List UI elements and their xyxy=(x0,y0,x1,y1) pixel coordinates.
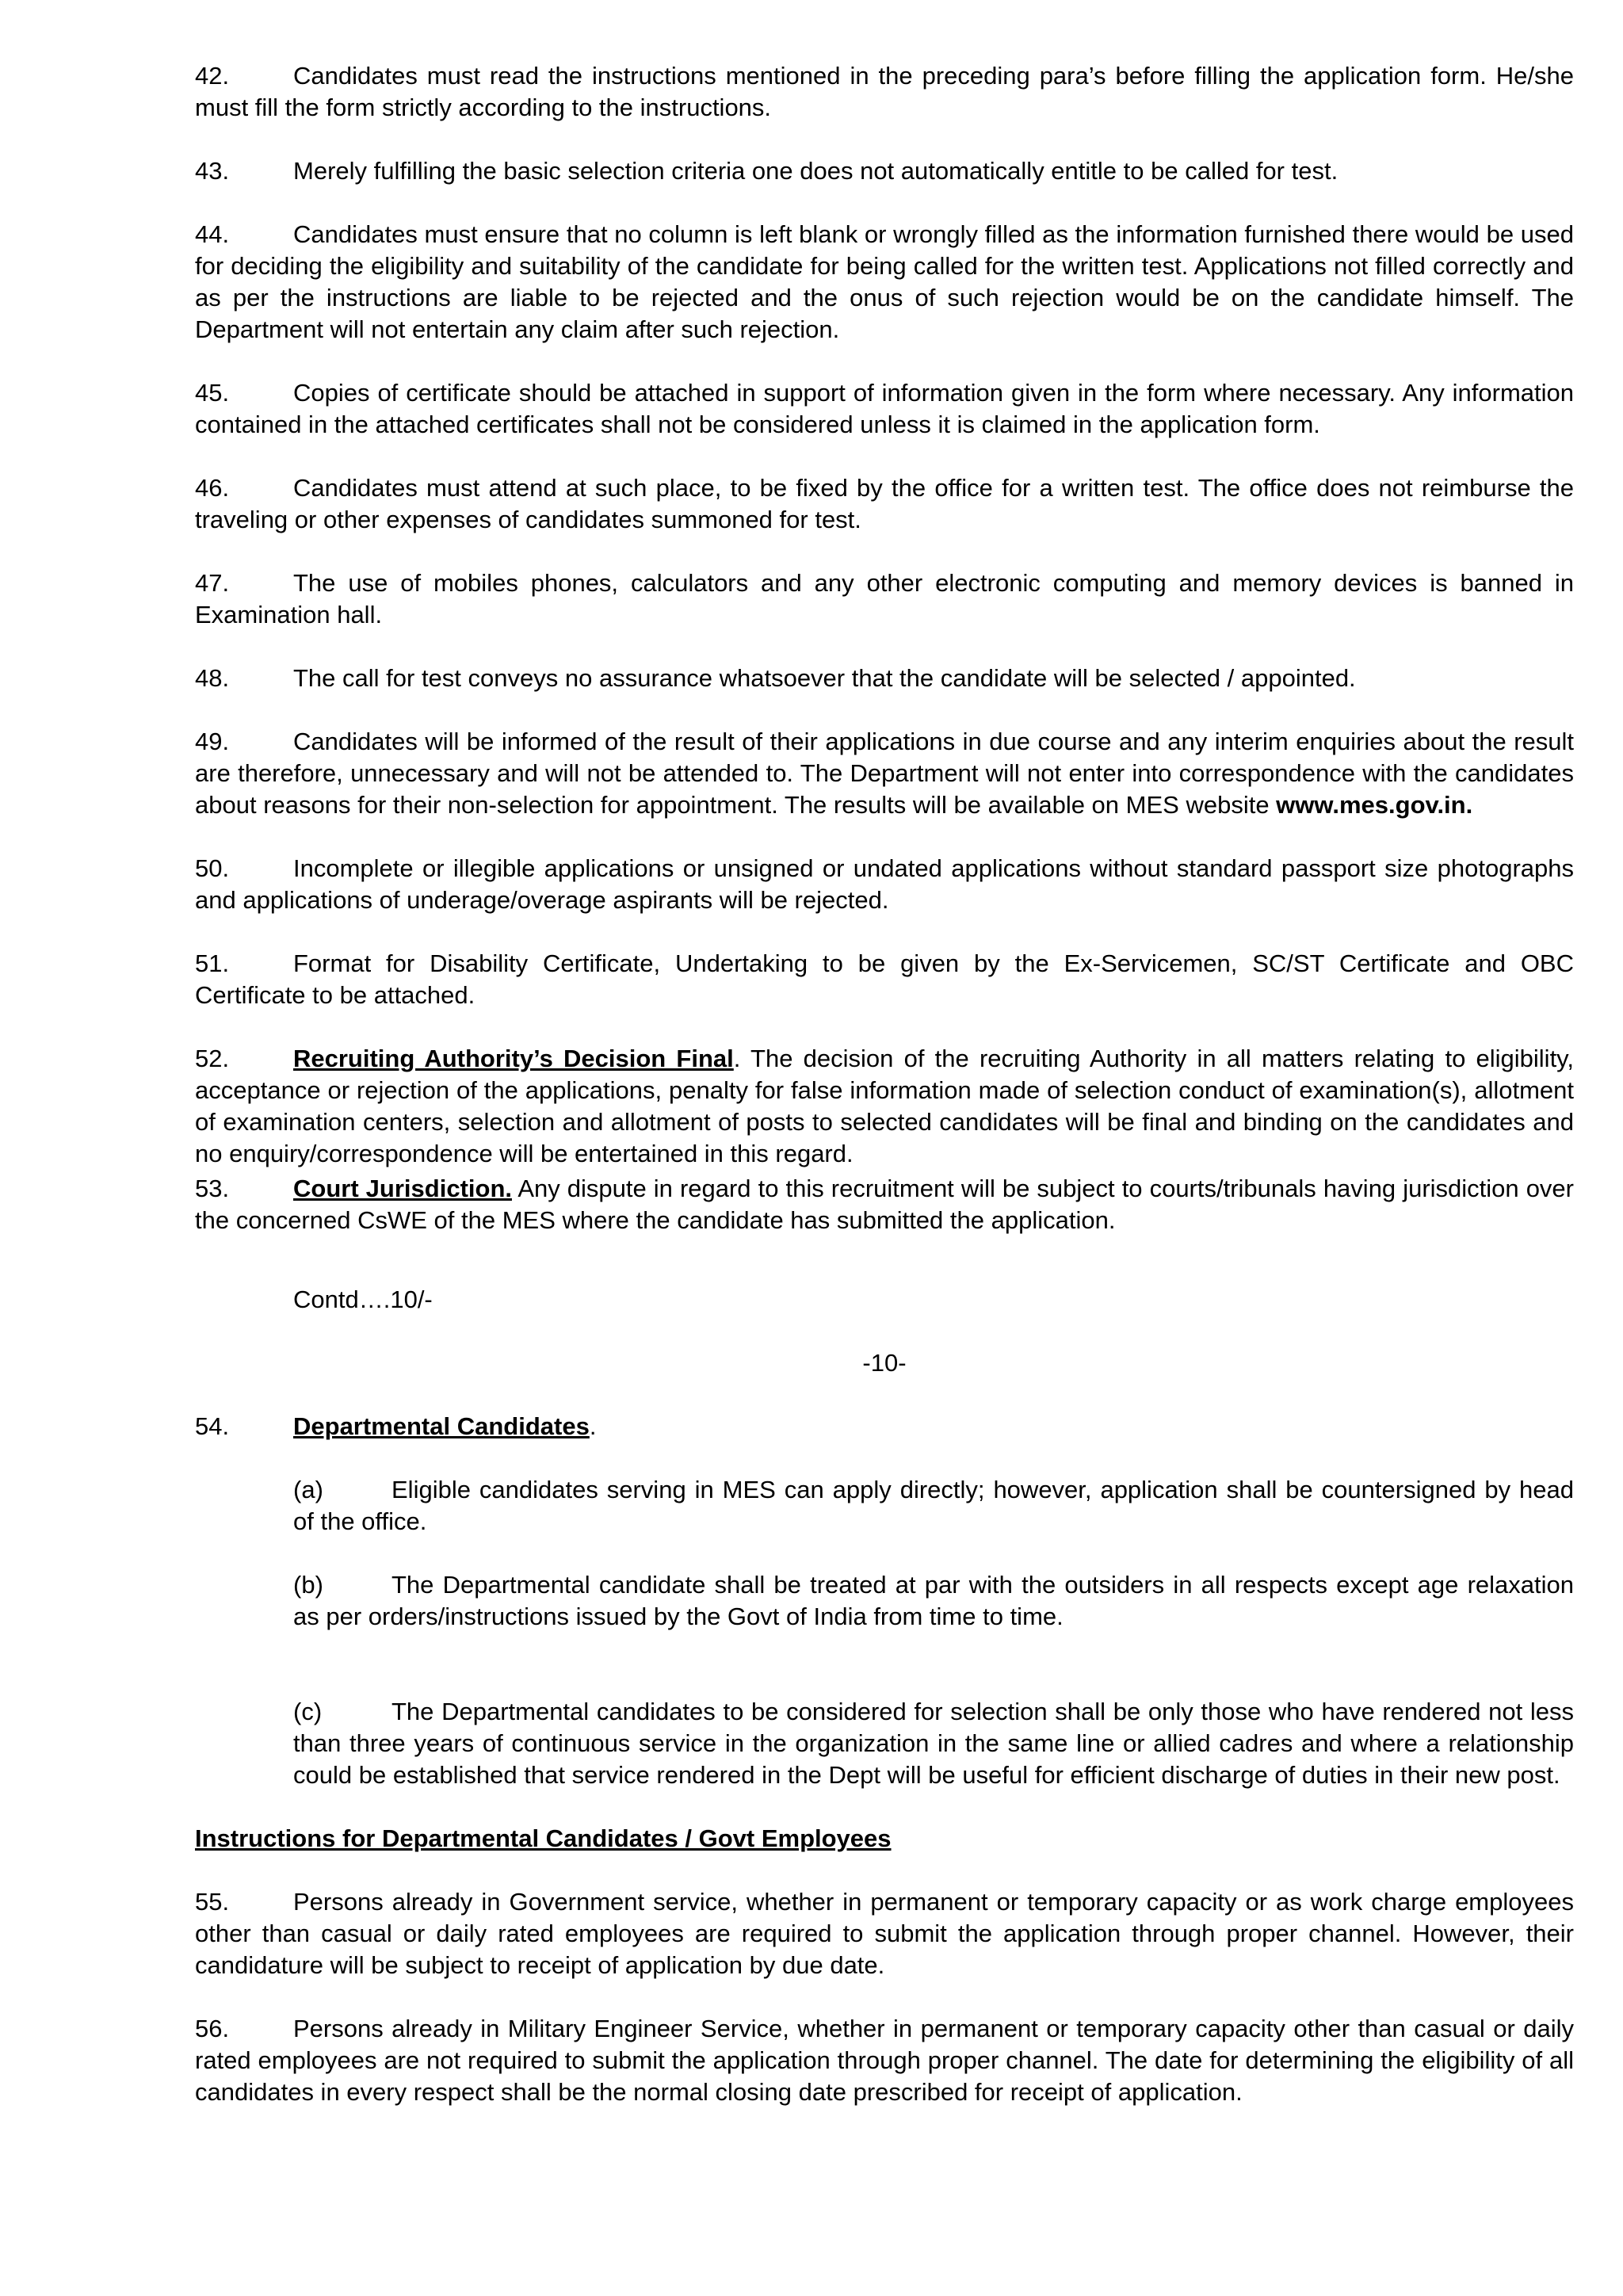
subitem-c xyxy=(293,1696,1574,1791)
paragraph-50 xyxy=(195,853,1574,916)
subitem-text: The Departmental candidate shall be treated at par with the outsiders in all respects except age relaxation as per orders/instructions issued by the Govt of India from time to time. xyxy=(293,1571,1574,1630)
subitem-label: (b) xyxy=(293,1571,323,1599)
paragraph-number: 49. xyxy=(195,728,230,755)
paragraph-55 xyxy=(195,1886,1574,1981)
spacer xyxy=(195,1664,1574,1696)
paragraph-text: The call for test conveys no assurance whatsoever that the candidate will be selected / appointed. xyxy=(293,664,1356,692)
subitem-a xyxy=(293,1474,1574,1538)
paragraph-52 xyxy=(195,1043,1574,1170)
document-page xyxy=(195,60,1574,2140)
paragraph-53 xyxy=(195,1173,1574,1236)
paragraph-text: Merely fulfilling the basic selection criteria one does not automatically entitle to be called for test. xyxy=(293,157,1338,185)
paragraph-number: 44. xyxy=(195,220,230,248)
paragraph-text: Candidates must attend at such place, to be fixed by the office for a written test. The office does not reimburse the traveling or other expenses of candidates summoned for test. xyxy=(195,474,1574,533)
paragraph-number: 48. xyxy=(195,664,230,692)
subitem-label: (c) xyxy=(293,1698,323,1725)
paragraph-54 xyxy=(195,1411,1574,1442)
paragraph-51 xyxy=(195,948,1574,1011)
page-number: -10- xyxy=(862,1349,907,1377)
paragraph-text: . The decision of the recruiting Authority in all matters relating to eligibility, acceptance or rejection of the applications, penalty for false information made of selection conduct of examination(s), allotment of examination centers, selection and allotment of posts to selected candidates will be final and binding on the candidates and no enquiry/correspondence will be entertained in this regard. xyxy=(195,1045,1574,1167)
paragraph-number: 55. xyxy=(195,1888,230,1916)
paragraph-text: Persons already in Government service, whether in permanent or temporary capacity or as work charge employees other than casual or daily rated employees are required to submit the application through proper channel. However, their candidature will be subject to receipt of application by due date. xyxy=(195,1888,1574,1979)
paragraph-suffix: . xyxy=(589,1412,597,1440)
paragraph-number: 51. xyxy=(195,949,230,977)
paragraph-text: Format for Disability Certificate, Undertaking to be given by the Ex-Servicemen, SC/ST Certificate and OBC Certificate to be attached. xyxy=(195,949,1574,1009)
paragraph-46 xyxy=(195,472,1574,536)
paragraph-text: Candidates must ensure that no column is left blank or wrongly filled as the information furnished there would be used for deciding the eligibility and suitability of the candidate for being called for the written test. Applications not filled correctly and as per the instructions are liable to be rejected and the onus of such rejection would be on the candidate himself. The Department will not entertain any claim after such rejection. xyxy=(195,220,1574,343)
subitem-label: (a) xyxy=(293,1476,323,1503)
paragraph-heading: Recruiting Authority’s Decision Final xyxy=(293,1045,734,1072)
paragraph-text: Incomplete or illegible applications or unsigned or undated applications without standard passport size photographs and applications of underage/overage aspirants will be rejected. xyxy=(195,854,1574,914)
subitem-text: The Departmental candidates to be considered for selection shall be only those who have rendered not less than three years of continuous service in the organization in the same line or allied cadres and where a relationship could be established that service rendered in the Dept will be useful for efficient discharge of duties in their new post. xyxy=(293,1698,1574,1789)
paragraph-number: 47. xyxy=(195,569,230,597)
continued-note: Contd….10/- xyxy=(293,1286,433,1313)
subitem-text: Eligible candidates serving in MES can apply directly; however, application shall be countersigned by head of the office. xyxy=(293,1476,1574,1535)
paragraph-43 xyxy=(195,155,1574,187)
paragraph-number: 50. xyxy=(195,854,230,882)
paragraph-number: 45. xyxy=(195,379,230,407)
paragraph-47 xyxy=(195,567,1574,631)
paragraph-45 xyxy=(195,377,1574,441)
paragraph-text: The use of mobiles phones, calculators and any other electronic computing and memory devices is banned in Examination hall. xyxy=(195,569,1574,628)
paragraph-number: 56. xyxy=(195,2015,230,2042)
paragraph-number: 46. xyxy=(195,474,230,502)
subitem-b xyxy=(293,1569,1574,1633)
paragraph-text: Candidates will be informed of the result of their applications in due course and any interim enquiries about the result are therefore, unnecessary and will not be attended to. The Department will not enter into correspondence with the candidates about reasons for their non-selection for appointment. The results will be available on MES website xyxy=(195,728,1574,819)
paragraph-number: 53. xyxy=(195,1175,230,1202)
paragraph-heading: Departmental Candidates xyxy=(293,1412,590,1440)
paragraph-44 xyxy=(195,219,1574,346)
paragraph-number: 43. xyxy=(195,157,230,185)
paragraph-number: 52. xyxy=(195,1045,230,1072)
paragraph-49 xyxy=(195,726,1574,821)
paragraph-number: 54. xyxy=(195,1412,230,1440)
paragraph-text: Persons already in Military Engineer Service, whether in permanent or temporary capacity other than casual or daily rated employees are not required to submit the application through proper channel. The date for determining the eligibility of all candidates in every respect shall be the normal closing date prescribed for receipt of application. xyxy=(195,2015,1574,2106)
paragraph-number: 42. xyxy=(195,62,230,90)
mes-website-link[interactable]: www.mes.gov.in. xyxy=(1276,791,1473,819)
paragraph-text: Copies of certificate should be attached in support of information given in the form where necessary. Any information contained in the attached certificates shall not be considered unless it is claimed in the application form. xyxy=(195,379,1574,438)
paragraph-text: Candidates must read the instructions mentioned in the preceding para’s before filling the application form. He/she must fill the form strictly according to the instructions. xyxy=(195,62,1574,121)
paragraph-48 xyxy=(195,663,1574,694)
paragraph-heading: Court Jurisdiction. xyxy=(293,1175,512,1202)
paragraph-56 xyxy=(195,2013,1574,2108)
paragraph-42 xyxy=(195,60,1574,124)
paragraph-text: Any dispute in regard to this recruitment will be subject to courts/tribunals having jurisdiction over the concerned CsWE of the MES where the candidate has submitted the application. xyxy=(195,1175,1574,1234)
section-title: Instructions for Departmental Candidates / Govt Employees xyxy=(195,1824,892,1852)
